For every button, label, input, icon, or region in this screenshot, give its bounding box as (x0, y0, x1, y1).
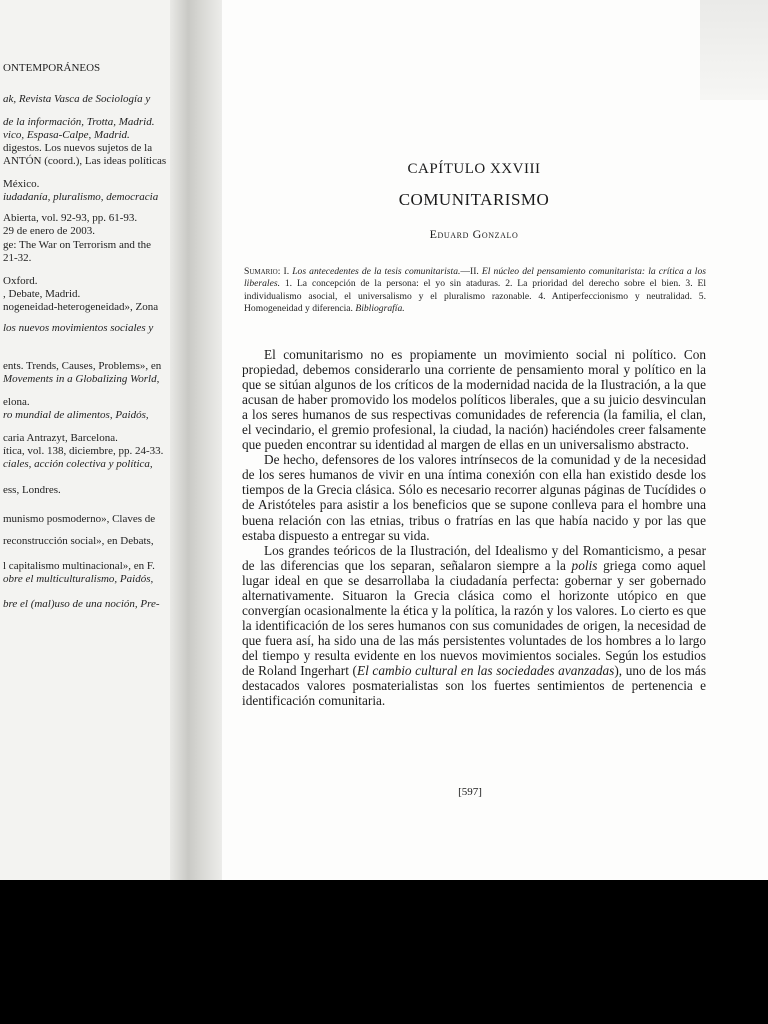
left-page-line: ak, Revista Vasca de Sociología y (3, 93, 151, 105)
left-page-line: elona. (3, 396, 30, 408)
book-gutter-shadow (170, 0, 222, 880)
chapter-summary (244, 266, 706, 316)
left-page-line: Oxford. (3, 275, 38, 287)
book-title: El cambio cultural en las sociedades avanzadas (356, 662, 615, 678)
left-page-line: ro mundial de alimentos, Paidós, (3, 409, 149, 421)
summary-part-1-title: Los antecedentes de la tesis comunitarista. (292, 266, 461, 277)
left-page-line: nogeneidad-heterogeneidad», Zona (3, 301, 159, 313)
left-page-line: los nuevos movimientos sociales y (3, 322, 154, 334)
left-page-line: Movements in a Globalizing World, (3, 373, 160, 385)
chapter-author: Eduard Gonzalo (429, 227, 519, 241)
left-page-line: iudadanía, pluralismo, democracia (3, 191, 159, 203)
left-page-line: de la información, Trotta, Madrid. (3, 116, 155, 128)
left-page-line: reconstrucción social», en Debats, (3, 535, 154, 547)
left-page-line: bre el (mal)uso de una noción, Pre- (3, 598, 160, 610)
body-paragraph-3-text-a: Los grandes teóricos de la Ilustración, del Idealismo y del Romanticismo, a pesar de las diferencias que los separan, señalaron siempre a la (242, 542, 706, 573)
chapter-body (242, 347, 706, 708)
page-number: [597] (458, 786, 482, 798)
scanner-black-band (0, 880, 768, 1024)
left-page-line: ciales, acción colectiva y política, (3, 458, 153, 470)
body-paragraph-3-text-b: griega como aquel lugar ideal en que se desarrollaba la ciudadanía perfecta: gobernar y ser gobernado alternativamente. Situaron la Grecia clásica como el horizonte utópico en que convergían ocasionalmente la ética y la política, la razón y los valores. Lo cierto es que la identificación de los seres humanos con sus comunidades de origen, la necesidad de que fuera así, ha sido una de las más persistentes voluntades de los hombres a lo largo del tiempo y resulta evidente en los nuevos movimientos sociales. Según los estudios de Roland Ingerhart ( (242, 557, 706, 678)
summary-part-2-title: El núcleo del pensamiento comunitarista: la crítica a los liberales. (244, 266, 706, 290)
left-page-fragment (0, 0, 176, 880)
summary-label: Sumario: (244, 266, 281, 277)
left-page-line: 29 de enero de 2003. (3, 225, 95, 237)
left-page-line: ge: The War on Terrorism and the (3, 239, 152, 251)
left-page-line: ANTÓN (coord.), Las ideas políticas (3, 155, 167, 167)
left-page-line: ess, Londres. (3, 484, 61, 496)
summary-separator: —II. (460, 266, 479, 277)
chapter-title: COMUNITARISMO (398, 190, 550, 209)
left-page-line: ents. Trends, Causes, Problems», en (3, 360, 162, 372)
chapter-number: CAPÍTULO XXVIII (407, 161, 541, 177)
left-page-line: ítica, vol. 138, diciembre, pp. 24-33. (3, 445, 164, 457)
left-page-line: l capitalismo multinacional», en F. (3, 560, 155, 572)
left-page-line: caria Antrazyt, Barcelona. (3, 432, 118, 444)
body-paragraph-3-text-c: ), uno de los más destacados valores posmaterialistas son los fuertes sentimientos de pertenencia e identificación comunitaria. (242, 662, 706, 709)
left-page-line: obre el multiculturalismo, Paidós, (3, 573, 154, 585)
body-paragraph-2: De hecho, defensores de los valores intrínsecos de la comunidad y de la necesidad de los seres humanos de vivir en una íntima conexión con ella han existido desde los tiempos de la Grecia clásica. Sólo es necesario recorrer algunas páginas de Tucídides o de Aristóteles para asistir a los beneficios que se supone conlleva para el hombre una buena relación con las etnias, tribus o fratrías en las que había nacido y por las que estaba dispuesto a entregar su vida. (242, 452, 706, 543)
summary-items: 1. La concepción de la persona: el yo sin ataduras. 2. La prioridad del derecho sobre el bien. 3. El individualismo asocial, el universalismo y el pluralismo razonable. 4. Antiperfeccionismo y neutralidad. 5. Homogeneidad y diferencia. (244, 278, 706, 315)
page-corner-shadow (700, 0, 768, 100)
left-page-line: , Debate, Madrid. (3, 288, 81, 300)
summary-bibliography: Bibliografía. (355, 303, 405, 315)
summary-part-1-number: I. (283, 266, 290, 277)
left-page-line: 21-32. (3, 252, 32, 264)
body-paragraph-3 (242, 543, 706, 709)
left-page-line: Abierta, vol. 92-93, pp. 61-93. (3, 212, 138, 224)
left-page-line: vico, Espasa-Calpe, Madrid. (3, 129, 130, 141)
polis-term: polis (571, 557, 598, 573)
left-page-line: munismo posmoderno», Claves de (3, 513, 156, 525)
left-page-line: ONTEMPORÁNEOS (3, 62, 101, 74)
body-paragraph-1: El comunitarismo no es propiamente un movimiento social ni político. Con propiedad, debemos considerarlo una corriente de pensamiento moral y político en la que se sitúan algunos de los críticos de la modernidad nacida de la Ilustración, a la que acusan de haber promovido los modelos políticos liberales, que a su juicio desvinculan a los seres humanos de sus respectivas comunidades de referencia (la familia, el clan, el vecindario, el gremio profesional, la ciudad, la nación) haciéndoles creer falsamente que pueden encontrar su identidad al margen de ellas en un universalismo abstracto. (242, 347, 706, 453)
left-page-line: digestos. Los nuevos sujetos de la (3, 142, 153, 154)
left-page-line: México. (3, 178, 40, 190)
